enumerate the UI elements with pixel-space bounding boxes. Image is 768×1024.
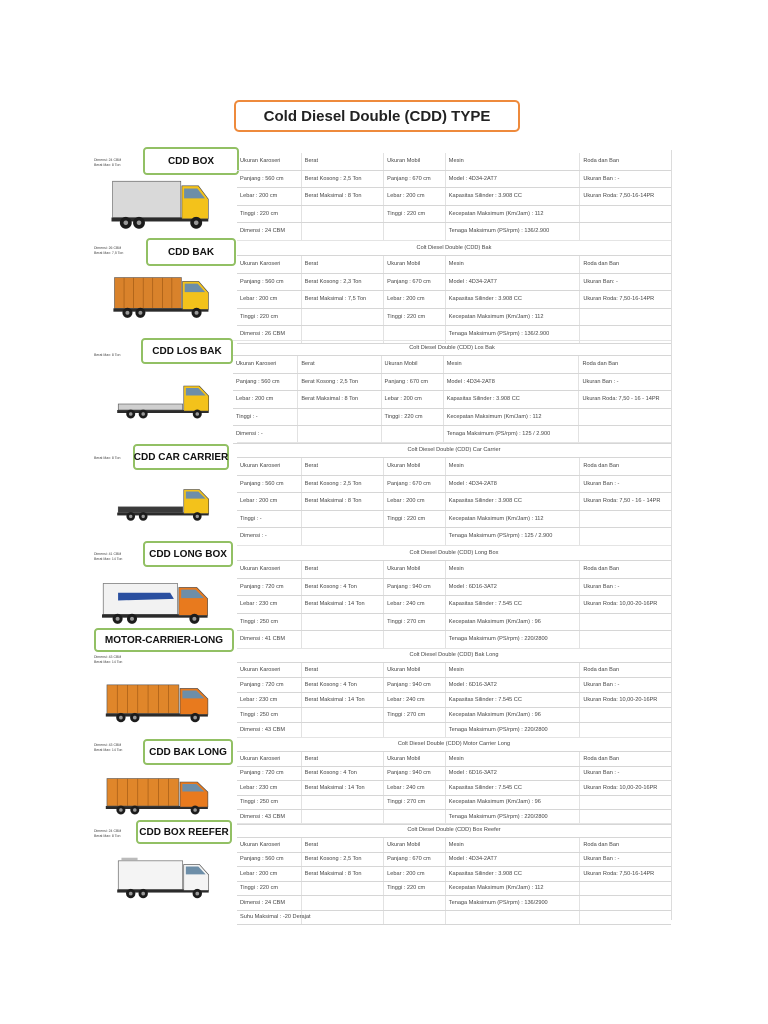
spec-cell bbox=[381, 426, 443, 444]
spec-cell bbox=[580, 223, 671, 241]
spec-header-cell: Mesin bbox=[443, 356, 579, 373]
spec-cell: Panjang : 940 cm bbox=[384, 766, 446, 781]
spec-cell: Kecepatan Maksimum (Km/Jam) : 96 bbox=[445, 795, 580, 810]
spec-header-cell: Berat bbox=[301, 663, 383, 678]
spec-cell: Lebar : 200 cm bbox=[237, 291, 301, 309]
spec-cell: Ukuran Roda: 7,50-16-14PR bbox=[580, 867, 671, 882]
spec-table-caption: Colt Diesel Double (CDD) Motor Carrier Long bbox=[237, 737, 671, 752]
spec-cell: Kapasitas Silinder : 3.908 CC bbox=[445, 493, 580, 511]
spec-cell: Model : 6D16-3AT2 bbox=[445, 578, 580, 596]
spec-cell bbox=[580, 896, 671, 911]
spec-cell bbox=[580, 631, 671, 649]
spec-header-cell: Roda dan Ban bbox=[580, 663, 671, 678]
spec-cell bbox=[298, 426, 381, 444]
spec-cell: Panjang : 670 cm bbox=[381, 373, 443, 391]
spec-table bbox=[237, 823, 671, 925]
spec-row bbox=[237, 528, 671, 546]
spec-table-caption: Colt Diesel Double (CDD) Bak Long bbox=[237, 648, 671, 663]
spec-header-cell: Mesin bbox=[445, 752, 580, 766]
spec-cell: Berat Maksimal : 8 Ton bbox=[301, 493, 383, 511]
spec-cell: Dimensi : 43 CBM bbox=[237, 723, 301, 738]
spec-cell: Panjang : 940 cm bbox=[384, 578, 446, 596]
spec-cell: Berat Maksimal : 14 Ton bbox=[301, 596, 383, 614]
spec-cell: Berat Kosong : 2,5 Ton bbox=[298, 373, 381, 391]
spec-header-cell: Ukuran Mobil bbox=[384, 153, 446, 170]
spec-header-cell: Mesin bbox=[445, 838, 580, 852]
spec-cell: Berat Maksimal : 7,5 Ton bbox=[301, 291, 383, 309]
spec-row bbox=[237, 693, 671, 708]
spec-cell: Kecepatan Maksimum (Km/Jam) : 112 bbox=[445, 510, 580, 528]
spec-cell: Kapasitas Silinder : 3.908 CC bbox=[443, 391, 579, 409]
truck-illustration bbox=[108, 268, 216, 324]
spec-table-caption: Colt Diesel Double (CDD) Bak bbox=[237, 240, 671, 256]
spec-cell: Kecepatan Maksimum (Km/Jam) : 112 bbox=[445, 881, 580, 896]
spec-cell: Panjang : 560 cm bbox=[237, 475, 301, 493]
spec-header-cell: Berat bbox=[301, 458, 383, 475]
spec-cell: Tenaga Maksimum (PS/rpm) : 220/2800 bbox=[445, 810, 580, 825]
vehicle-type-label: CDD BAK bbox=[146, 238, 236, 266]
spec-cell: Tenaga Maksimum (PS/rpm) : 125 / 2.900 bbox=[445, 528, 580, 546]
spec-cell: Kapasitas Silinder : 7.545 CC bbox=[445, 781, 580, 796]
spec-cell bbox=[384, 528, 446, 546]
vehicle-type-label: CDD BOX bbox=[143, 147, 239, 175]
spec-table-caption: Colt Diesel Double (CDD) Los Bak bbox=[233, 340, 671, 356]
truck-illustration bbox=[100, 676, 216, 728]
spec-row bbox=[237, 188, 671, 206]
spec-cell: Tinggi : 220 cm bbox=[237, 881, 301, 896]
spec-cell: Tenaga Maksimum (PS/rpm) : 220/2800 bbox=[445, 631, 580, 649]
spec-cell bbox=[580, 708, 671, 723]
spec-row bbox=[237, 867, 671, 882]
spec-cell: Tinggi : 220 cm bbox=[237, 308, 301, 326]
spec-row bbox=[233, 408, 671, 426]
capacity-note: Berat Max: 8 Ton bbox=[94, 353, 121, 357]
spec-cell: Tenaga Maksimum (PS/rpm) : 136/2.900 bbox=[445, 223, 580, 241]
spec-cell: Kapasitas Silinder : 3.908 CC bbox=[445, 867, 580, 882]
spec-header-cell: Roda dan Ban bbox=[579, 356, 671, 373]
spec-cell bbox=[301, 810, 383, 825]
spec-cell: Panjang : 560 cm bbox=[233, 373, 298, 391]
spec-row bbox=[233, 373, 671, 391]
spec-table-caption: Colt Diesel Double (CDD) Car Carrier bbox=[237, 442, 671, 458]
spec-row bbox=[237, 678, 671, 693]
spec-row bbox=[237, 223, 671, 241]
spec-row bbox=[237, 766, 671, 781]
spec-header-row bbox=[237, 458, 671, 475]
spec-row bbox=[237, 723, 671, 738]
spec-header-row bbox=[237, 153, 671, 170]
spec-row bbox=[237, 881, 671, 896]
spec-table-caption: Colt Diesel Double (CDD) Long Box bbox=[237, 545, 671, 561]
spec-row bbox=[233, 426, 671, 444]
vehicle-type-label: CDD BAK LONG bbox=[143, 739, 233, 765]
spec-cell bbox=[579, 408, 671, 426]
spec-header-cell: Ukuran Karoseri bbox=[237, 561, 301, 578]
spec-cell: Lebar : 200 cm bbox=[381, 391, 443, 409]
spec-row bbox=[237, 613, 671, 631]
spec-cell: Panjang : 560 cm bbox=[237, 170, 301, 188]
spec-cell bbox=[384, 910, 446, 925]
spec-cell: Dimensi : 41 CBM bbox=[237, 631, 301, 649]
spec-cell: Tinggi : 220 cm bbox=[384, 205, 446, 223]
spec-cell: Ukuran Roda: 7,50-16-14PR bbox=[580, 291, 671, 309]
spec-header-cell: Ukuran Karoseri bbox=[237, 458, 301, 475]
spec-cell: Berat Kosong : 4 Ton bbox=[301, 578, 383, 596]
spec-cell: Kapasitas Silinder : 7.545 CC bbox=[445, 596, 580, 614]
spec-cell: Berat Kosong : 2,5 Ton bbox=[301, 475, 383, 493]
capacity-note: Dimensi: 24 CBM Berat Max: 8 Ton bbox=[94, 829, 122, 838]
spec-row bbox=[237, 578, 671, 596]
vehicle-type-label: CDD CAR CARRIER bbox=[133, 444, 229, 470]
spec-cell bbox=[301, 223, 383, 241]
spec-cell: Dimensi : 26 CBM bbox=[237, 326, 301, 344]
spec-header-cell: Berat bbox=[298, 356, 381, 373]
spec-cell bbox=[301, 896, 383, 911]
spec-row bbox=[237, 273, 671, 291]
spec-table bbox=[237, 240, 671, 344]
spec-header-cell: Ukuran Karoseri bbox=[237, 752, 301, 766]
spec-row bbox=[233, 391, 671, 409]
spec-cell: Ukuran Roda: 7,50 - 16 - 14PR bbox=[579, 391, 671, 409]
vehicle-type-label: CDD LONG BOX bbox=[143, 541, 233, 567]
spec-cell: Berat Kosong : 2,3 Ton bbox=[301, 273, 383, 291]
spec-cell: Lebar : 200 cm bbox=[384, 867, 446, 882]
spec-cell: Kapasitas Silinder : 3.908 CC bbox=[445, 188, 580, 206]
spec-table bbox=[237, 442, 671, 546]
spec-row bbox=[237, 708, 671, 723]
spec-header-cell: Ukuran Karoseri bbox=[237, 256, 301, 273]
spec-cell bbox=[301, 910, 383, 925]
spec-cell: Lebar : 200 cm bbox=[233, 391, 298, 409]
spec-cell: Tinggi : 250 cm bbox=[237, 795, 301, 810]
spec-cell: Lebar : 240 cm bbox=[384, 693, 446, 708]
spec-cell: Tinggi : 220 cm bbox=[384, 510, 446, 528]
spec-cell: Berat Maksimal : 8 Ton bbox=[301, 867, 383, 882]
truck-illustration bbox=[106, 170, 216, 236]
spec-cell bbox=[301, 528, 383, 546]
spec-cell bbox=[384, 896, 446, 911]
spec-cell bbox=[301, 308, 383, 326]
spec-cell bbox=[579, 426, 671, 444]
truck-illustration bbox=[96, 574, 216, 630]
spec-cell: Tinggi : 220 cm bbox=[384, 881, 446, 896]
spec-cell: Kecepatan Maksimum (Km/Jam) : 112 bbox=[445, 308, 580, 326]
spec-header-cell: Roda dan Ban bbox=[580, 458, 671, 475]
spec-header-cell: Roda dan Ban bbox=[580, 153, 671, 170]
spec-header-cell: Ukuran Mobil bbox=[381, 356, 443, 373]
spec-cell: Tinggi : 220 cm bbox=[237, 205, 301, 223]
spec-cell bbox=[301, 881, 383, 896]
spec-cell: Kapasitas Silinder : 3.908 CC bbox=[445, 291, 580, 309]
spec-header-cell: Ukuran Mobil bbox=[384, 663, 446, 678]
spec-header-cell: Mesin bbox=[445, 663, 580, 678]
spec-cell: Dimensi : - bbox=[237, 528, 301, 546]
spec-cell: Dimensi : 43 CBM bbox=[237, 810, 301, 825]
spec-cell: Dimensi : 24 CBM bbox=[237, 896, 301, 911]
spec-row bbox=[237, 910, 671, 925]
spec-table bbox=[237, 737, 671, 825]
spec-cell: Panjang : 670 cm bbox=[384, 170, 446, 188]
spec-cell: Berat Kosong : 4 Ton bbox=[301, 678, 383, 693]
spec-cell: Dimensi : - bbox=[233, 426, 298, 444]
spec-cell: Model : 4D34-2AT7 bbox=[445, 273, 580, 291]
spec-row bbox=[237, 475, 671, 493]
spec-cell: Panjang : 560 cm bbox=[237, 273, 301, 291]
spec-cell: Berat Kosong : 2,5 Ton bbox=[301, 170, 383, 188]
spec-cell bbox=[301, 708, 383, 723]
spec-cell: Berat Maksimal : 8 Ton bbox=[298, 391, 381, 409]
spec-cell: Berat Maksimal : 14 Ton bbox=[301, 693, 383, 708]
spec-cell: Tinggi : 220 cm bbox=[381, 408, 443, 426]
spec-cell bbox=[580, 205, 671, 223]
vehicle-type-label: CDD LOS BAK bbox=[141, 338, 233, 364]
spec-cell: Dimensi : 24 CBM bbox=[237, 223, 301, 241]
spec-header-row bbox=[237, 838, 671, 852]
spec-table-caption: Colt Diesel Double (CDD) Box Reefer bbox=[237, 823, 671, 838]
spec-header-row bbox=[237, 256, 671, 273]
spec-header-row bbox=[233, 356, 671, 373]
spec-row bbox=[237, 493, 671, 511]
spec-cell: Ukuran Roda: 10,00-20-16PR bbox=[580, 596, 671, 614]
spec-cell bbox=[580, 795, 671, 810]
spec-cell: Lebar : 240 cm bbox=[384, 596, 446, 614]
spec-cell: Tenaga Maksimum (PS/rpm) : 136/2.900 bbox=[445, 326, 580, 344]
spec-header-cell: Roda dan Ban bbox=[580, 256, 671, 273]
spec-cell bbox=[580, 810, 671, 825]
vehicle-type-label: MOTOR-CARRIER-LONG bbox=[94, 628, 234, 652]
spec-header-cell: Roda dan Ban bbox=[580, 838, 671, 852]
spec-cell: Lebar : 200 cm bbox=[384, 188, 446, 206]
spec-cell: Lebar : 230 cm bbox=[237, 693, 301, 708]
spec-header-cell: Roda dan Ban bbox=[580, 561, 671, 578]
spec-cell bbox=[384, 810, 446, 825]
spec-cell: Lebar : 230 cm bbox=[237, 781, 301, 796]
spec-cell: Ukuran Roda: 10,00-20-16PR bbox=[580, 693, 671, 708]
spec-cell: Ukuran Ban : - bbox=[580, 170, 671, 188]
spec-cell: Lebar : 240 cm bbox=[384, 781, 446, 796]
spec-header-cell: Ukuran Mobil bbox=[384, 752, 446, 766]
spec-cell: Tenaga Maksimum (PS/rpm) : 220/2800 bbox=[445, 723, 580, 738]
capacity-note: Dimensi: 41 CBM Berat Max: 14 Ton bbox=[94, 552, 123, 561]
spec-cell: Panjang : 720 cm bbox=[237, 678, 301, 693]
spec-row bbox=[237, 205, 671, 223]
spec-header-cell: Berat bbox=[301, 838, 383, 852]
spec-cell: Kecepatan Maksimum (Km/Jam) : 96 bbox=[445, 613, 580, 631]
spec-cell: Model : 4D34-2AT8 bbox=[443, 373, 579, 391]
spec-row bbox=[237, 510, 671, 528]
spec-table bbox=[237, 648, 671, 738]
spec-cell: Model : 4D34-2AT7 bbox=[445, 170, 580, 188]
spec-header-cell: Ukuran Mobil bbox=[384, 561, 446, 578]
spec-cell: Tinggi : - bbox=[237, 510, 301, 528]
spec-cell: Lebar : 230 cm bbox=[237, 596, 301, 614]
spec-cell: Lebar : 200 cm bbox=[384, 291, 446, 309]
spec-cell: Model : 4D34-2AT8 bbox=[445, 475, 580, 493]
spec-header-cell: Berat bbox=[301, 561, 383, 578]
spec-cell: Tinggi : 250 cm bbox=[237, 613, 301, 631]
spec-cell bbox=[580, 308, 671, 326]
vehicle-type-label: CDD BOX REEFER bbox=[136, 820, 232, 844]
spec-cell: Suhu Maksimal : -20 Derajat bbox=[237, 910, 301, 925]
spec-header-row bbox=[237, 663, 671, 678]
truck-illustration bbox=[112, 374, 216, 424]
truck-illustration bbox=[100, 770, 216, 820]
spec-cell: Ukuran Roda: 7,50 - 16 - 14PR bbox=[580, 493, 671, 511]
spec-row bbox=[237, 781, 671, 796]
capacity-note: Dimensi: 24 CBM Berat Max: 8 Ton bbox=[94, 158, 122, 167]
spec-row bbox=[237, 852, 671, 867]
spec-cell: Berat Maksimal : 14 Ton bbox=[301, 781, 383, 796]
spec-cell bbox=[301, 205, 383, 223]
spec-cell: Panjang : 720 cm bbox=[237, 766, 301, 781]
spec-cell: Tinggi : 220 cm bbox=[384, 308, 446, 326]
spec-cell: Tinggi : 270 cm bbox=[384, 795, 446, 810]
spec-cell: Tinggi : 270 cm bbox=[384, 708, 446, 723]
truck-illustration bbox=[112, 852, 216, 904]
spec-table bbox=[237, 153, 671, 241]
spec-cell: Ukuran Ban: - bbox=[580, 273, 671, 291]
spec-cell bbox=[580, 528, 671, 546]
spec-cell: Berat Kosong : 4 Ton bbox=[301, 766, 383, 781]
spec-cell bbox=[298, 408, 381, 426]
spec-cell bbox=[301, 795, 383, 810]
spec-header-cell: Berat bbox=[301, 256, 383, 273]
spec-cell: Berat Maksimal : 8 Ton bbox=[301, 188, 383, 206]
truck-illustration bbox=[112, 478, 216, 526]
spec-cell: Kapasitas Silinder : 7.545 CC bbox=[445, 693, 580, 708]
spec-cell bbox=[384, 223, 446, 241]
spec-header-cell: Ukuran Karoseri bbox=[237, 153, 301, 170]
spec-cell: Lebar : 200 cm bbox=[384, 493, 446, 511]
spec-row bbox=[237, 810, 671, 825]
spec-row bbox=[237, 308, 671, 326]
spec-header-cell: Ukuran Karoseri bbox=[237, 663, 301, 678]
spec-header-cell: Mesin bbox=[445, 561, 580, 578]
spec-cell: Kecepatan Maksimum (Km/Jam) : 96 bbox=[445, 708, 580, 723]
spec-cell: Ukuran Ban : - bbox=[580, 852, 671, 867]
spec-cell: Ukuran Ban : - bbox=[580, 678, 671, 693]
capacity-note: Dimensi: 43 CBM Berat Max: 14 Ton bbox=[94, 655, 123, 664]
spec-cell bbox=[580, 723, 671, 738]
spec-row bbox=[237, 596, 671, 614]
spec-cell: Ukuran Ban : - bbox=[580, 766, 671, 781]
spec-cell: Tinggi : - bbox=[233, 408, 298, 426]
spec-cell: Kecepatan Maksimum (Km/Jam) : 112 bbox=[443, 408, 579, 426]
spec-header-cell: Mesin bbox=[445, 256, 580, 273]
spec-row bbox=[237, 795, 671, 810]
spec-cell bbox=[301, 723, 383, 738]
spec-header-cell: Berat bbox=[301, 752, 383, 766]
spec-cell bbox=[580, 613, 671, 631]
spec-cell: Model : 4D34-2AT7 bbox=[445, 852, 580, 867]
spec-cell: Lebar : 200 cm bbox=[237, 493, 301, 511]
spec-header-cell: Ukuran Karoseri bbox=[233, 356, 298, 373]
spec-cell: Ukuran Ban : - bbox=[579, 373, 671, 391]
spec-header-cell: Ukuran Mobil bbox=[384, 838, 446, 852]
spec-cell: Berat Kosong : 2,5 Ton bbox=[301, 852, 383, 867]
spec-header-row bbox=[237, 561, 671, 578]
spec-header-cell: Ukuran Karoseri bbox=[237, 838, 301, 852]
spec-cell: Panjang : 670 cm bbox=[384, 852, 446, 867]
spec-cell: Ukuran Roda: 7,50-16-14PR bbox=[580, 188, 671, 206]
spec-header-row bbox=[237, 752, 671, 766]
spec-cell bbox=[384, 723, 446, 738]
spec-row bbox=[237, 170, 671, 188]
spec-row bbox=[237, 291, 671, 309]
spec-cell bbox=[301, 631, 383, 649]
spec-cell: Ukuran Roda: 10,00-20-16PR bbox=[580, 781, 671, 796]
spec-cell bbox=[301, 613, 383, 631]
page-title: Cold Diesel Double (CDD) TYPE bbox=[234, 100, 520, 132]
spec-header-cell: Ukuran Mobil bbox=[384, 458, 446, 475]
capacity-note: Dimensi: 26 CBM Berat Max: 7,5 Ton bbox=[94, 246, 124, 255]
spec-header-cell: Ukuran Mobil bbox=[384, 256, 446, 273]
spec-cell bbox=[580, 881, 671, 896]
table-edge-divider bbox=[671, 150, 672, 920]
spec-cell: Model : 6D16-3AT2 bbox=[445, 766, 580, 781]
spec-header-cell: Roda dan Ban bbox=[580, 752, 671, 766]
spec-cell: Tinggi : 250 cm bbox=[237, 708, 301, 723]
spec-cell: Lebar : 200 cm bbox=[237, 867, 301, 882]
spec-cell: Panjang : 670 cm bbox=[384, 273, 446, 291]
spec-header-cell: Mesin bbox=[445, 153, 580, 170]
spec-header-cell: Berat bbox=[301, 153, 383, 170]
capacity-note: Berat Max: 8 Ton bbox=[94, 456, 121, 460]
spec-row bbox=[237, 631, 671, 649]
spec-cell: Lebar : 200 cm bbox=[237, 188, 301, 206]
spec-cell bbox=[580, 510, 671, 528]
spec-cell: Panjang : 940 cm bbox=[384, 678, 446, 693]
spec-row bbox=[237, 896, 671, 911]
spec-cell: Kecepatan Maksimum (Km/Jam) : 112 bbox=[445, 205, 580, 223]
spec-cell: Ukuran Ban : - bbox=[580, 578, 671, 596]
spec-header-cell: Mesin bbox=[445, 458, 580, 475]
spec-cell bbox=[445, 910, 580, 925]
spec-cell bbox=[580, 910, 671, 925]
capacity-note: Dimensi: 43 CBM Berat Max: 14 Ton bbox=[94, 743, 123, 752]
spec-cell bbox=[384, 631, 446, 649]
spec-cell: Panjang : 560 cm bbox=[237, 852, 301, 867]
spec-table bbox=[233, 340, 671, 444]
spec-cell: Tenaga Maksimum (PS/rpm) : 125 / 2.900 bbox=[443, 426, 579, 444]
spec-cell bbox=[301, 510, 383, 528]
spec-cell: Ukuran Ban : - bbox=[580, 475, 671, 493]
spec-cell: Panjang : 670 cm bbox=[384, 475, 446, 493]
spec-table bbox=[237, 545, 671, 649]
spec-cell: Model : 6D16-3AT2 bbox=[445, 678, 580, 693]
spec-cell: Tenaga Maksimum (PS/rpm) : 136/2900 bbox=[445, 896, 580, 911]
spec-cell: Panjang : 720 cm bbox=[237, 578, 301, 596]
spec-cell: Tinggi : 270 cm bbox=[384, 613, 446, 631]
